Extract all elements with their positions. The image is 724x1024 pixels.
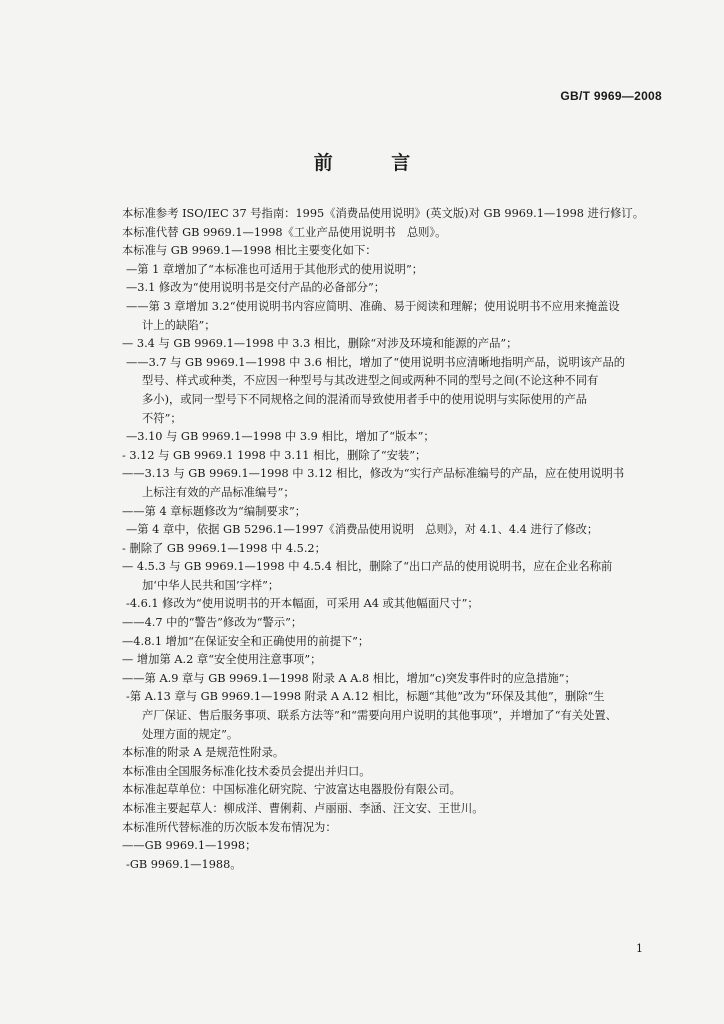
- text-line: 本标准参考 ISO/IEC 37 号指南：1995《消费品使用说明》(英文版)对 GB 9969.1—1998 进行修订。: [122, 207, 645, 220]
- text-line: 本标准代替 GB 9969.1—1998《工业产品使用说明书 总则》。: [122, 225, 447, 239]
- text-line: -第 A.13 章与 GB 9969.1—1998 附录 A A.12 相比，标题“其他”改为“环保及其他”，删除“生: [126, 690, 605, 704]
- text-line: 处理方面的规定”。: [142, 727, 239, 741]
- text-line: 本标准由全国服务标准化技术委员会提出并归口。: [122, 764, 371, 778]
- text-line: ——3.13 与 GB 9969.1—1998 中 3.12 相比，修改为“实行产品标准编号的产品，应在使用说明书: [122, 467, 625, 481]
- text-line: -GB 9969.1—1988。: [126, 857, 242, 871]
- text-line: 不符”；: [142, 411, 182, 425]
- text-line: ——3.7 与 GB 9969.1—1998 中 3.6 相比，增加了“使用说明书应清晰地指明产品，说明该产品的: [126, 355, 626, 369]
- foreword-body: [122, 205, 662, 874]
- text-line: — 3.4 与 GB 9969.1—1998 中 3.3 相比，删除“对涉及环境和能源的产品”；: [122, 337, 518, 351]
- text-line: ——第 3 章增加 3.2“使用说明书内容应简明、准确、易于阅读和理解；使用说明书不应用来掩盖设: [126, 299, 620, 313]
- text-line: 多小)，或同一型号下不同规格之间的混淆而导致使用者手中的使用说明与实际使用的产品: [142, 392, 587, 406]
- text-line: - 删除了 GB 9969.1—1998 中 4.5.2；: [122, 541, 326, 555]
- text-line: ——GB 9969.1—1998；: [122, 839, 257, 853]
- text-line: —3.1 修改为“使用说明书是交付产品的必备部分”；: [126, 281, 386, 295]
- text-line: 本标准与 GB 9969.1—1998 相比主要变化如下：: [122, 244, 377, 258]
- page-number: 1: [636, 942, 643, 955]
- text-line: ——4.7 中的“警告”修改为“警示”；: [122, 616, 303, 630]
- text-line: — 4.5.3 与 GB 9969.1—1998 中 4.5.4 相比，删除了“出口产品的使用说明书，应在企业名称前: [122, 560, 613, 574]
- text-line: — 增加第 A.2 章“安全使用注意事项”；: [122, 653, 322, 667]
- page-title: 前 言: [313, 152, 437, 174]
- text-line: —第 4 章中，依据 GB 5296.1—1997《消费品使用说明 总则》，对 4.1、4.4 进行了修改；: [126, 523, 599, 537]
- text-line: 上标注有效的产品标准编号”；: [142, 485, 295, 499]
- text-line: —第 1 章增加了“本标准也可适用于其他形式的使用说明”；: [126, 262, 424, 276]
- text-line: 产厂保证、售后服务事项、联系方法等”和“需要向用户说明的其他事项”，并增加了“有关处置、: [142, 709, 617, 723]
- text-line: 型号、样式或种类，不应因一种型号与其改进型之间或两种不同的型号之间(不论这种不同有: [142, 374, 599, 388]
- text-line: —3.10 与 GB 9969.1—1998 中 3.9 相比，增加了“版本”；: [126, 430, 435, 444]
- text-line: 本标准起草单位：中国标准化研究院、宁波富达电器股份有限公司。: [122, 783, 461, 797]
- text-line: ——第 4 章标题修改为“编制要求”；: [122, 504, 307, 518]
- text-line: 本标准所代替标准的历次版本发布情况为：: [122, 820, 337, 834]
- text-line: -4.6.1 修改为“使用说明书的开本幅面，可采用 A4 或其他幅面尺寸”；: [126, 597, 479, 611]
- text-line: 加‘中华人民共和国’字样”；: [142, 578, 280, 592]
- text-line: —4.8.1 增加“在保证安全和正确使用的前提下”；: [122, 634, 370, 648]
- text-line: 计上的缺陷”；: [142, 318, 216, 332]
- text-line: 本标准的附录 A 是规范性附录。: [122, 746, 285, 760]
- text-line: - 3.12 与 GB 9969.1 1998 中 3.11 相比，删除了“安装”；: [122, 448, 427, 462]
- standard-code: GB/T 9969—2008: [560, 89, 662, 103]
- text-line: 本标准主要起草人：柳成洋、曹俐莉、卢丽丽、李涵、汪文安、王世川。: [122, 802, 484, 815]
- text-line: ——第 A.9 章与 GB 9969.1—1998 附录 A A.8 相比，增加“c)突发事件时的应急措施”；: [122, 671, 576, 685]
